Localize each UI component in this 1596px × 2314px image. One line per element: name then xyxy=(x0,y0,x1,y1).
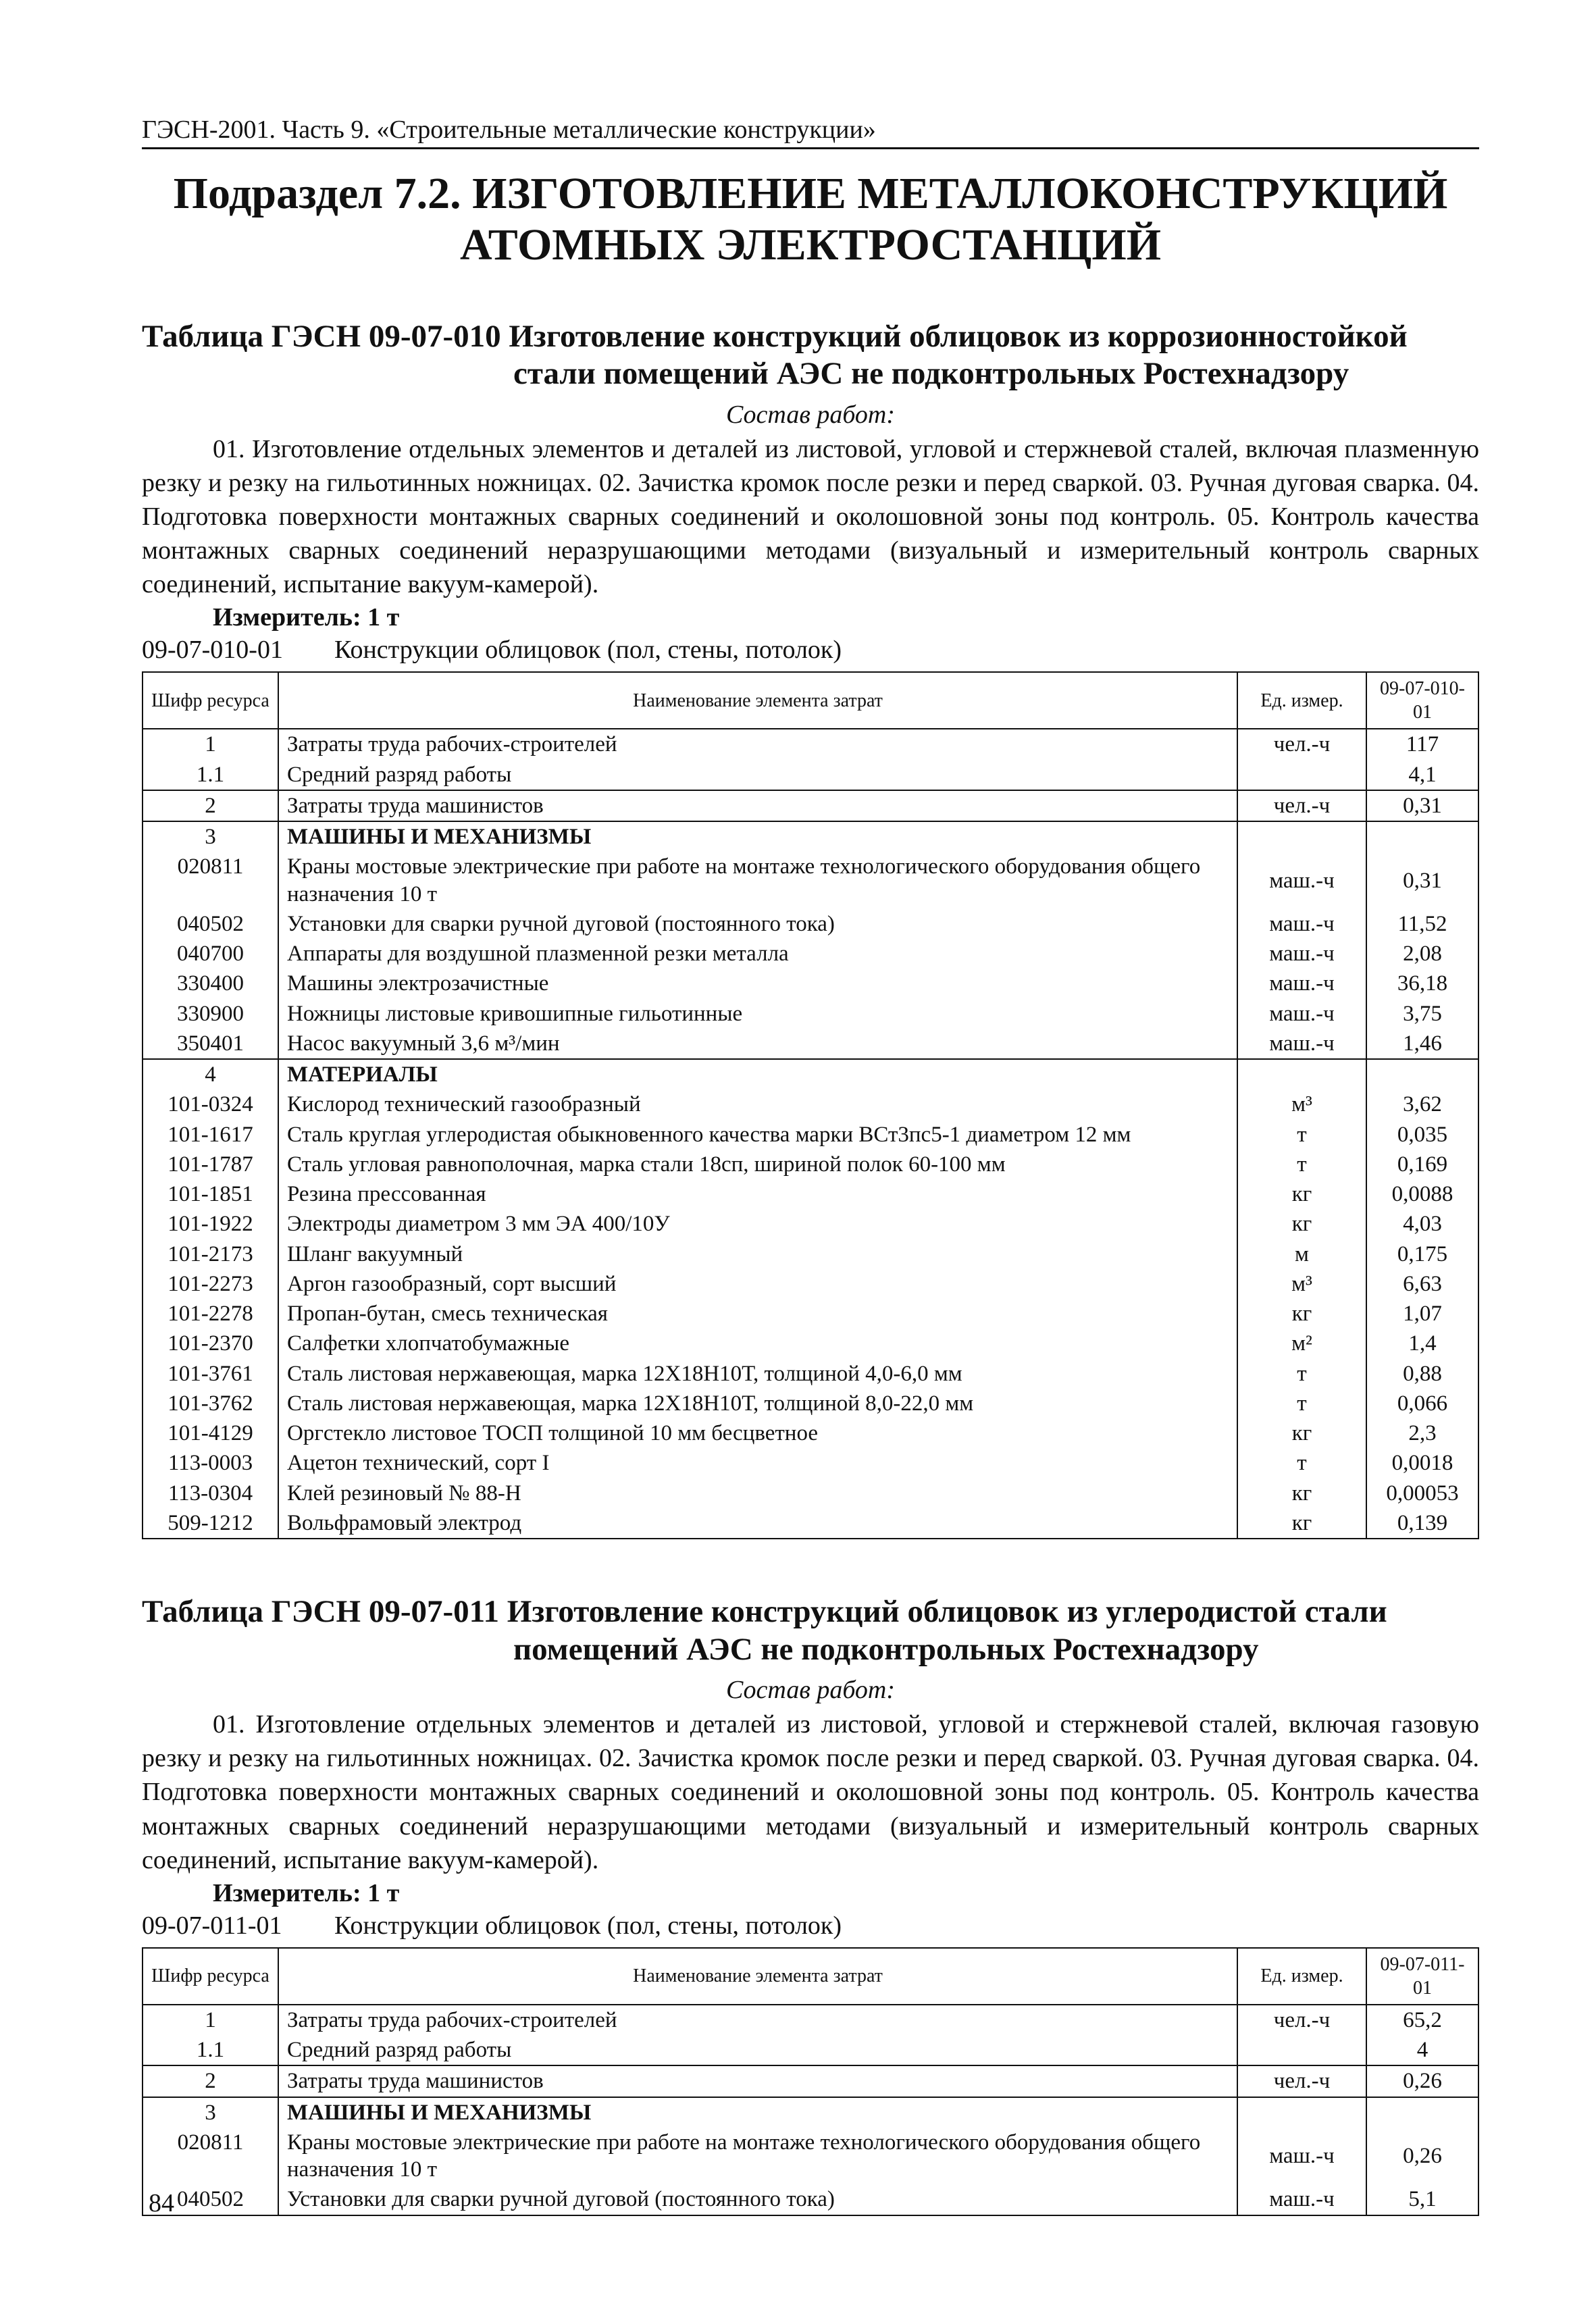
cell-unit: т xyxy=(1237,1448,1366,1478)
cell-code: 101-0324 xyxy=(143,1089,278,1119)
table-row xyxy=(143,969,1478,998)
cell-unit: м³ xyxy=(1237,1269,1366,1299)
cell-unit: маш.-ч xyxy=(1237,2128,1366,2185)
cell-unit: маш.-ч xyxy=(1237,969,1366,998)
table-row xyxy=(143,1329,1478,1358)
table-row xyxy=(143,2065,1478,2097)
table1-title xyxy=(142,318,1479,393)
cell-name: Машины электрозачистные xyxy=(278,969,1237,998)
cell-value: 1,4 xyxy=(1366,1329,1478,1358)
cell-name: Сталь круглая углеродистая обыкновенного качества марки ВСт3пс5-1 диаметром 12 мм xyxy=(278,1120,1237,1150)
cell-value: 2,08 xyxy=(1366,939,1478,969)
cell-unit xyxy=(1237,2097,1366,2128)
cell-code: 3 xyxy=(143,821,278,852)
cell-unit: кг xyxy=(1237,1418,1366,1448)
table2-header-row xyxy=(143,1948,1478,2005)
cell-code: 040700 xyxy=(143,939,278,969)
cell-name: Пропан-бутан, смесь техническая xyxy=(278,1299,1237,1329)
cell-value: 1,46 xyxy=(1366,1029,1478,1059)
col-code-header: Шифр ресурса xyxy=(143,1948,278,2005)
table1-composition-text: 01. Изготовление отдельных элементов и деталей из листовой, угловой и стержневой сталей, включая плазменную резку и резку на гильотинных ножницах. 02. Зачистка кромок после резки и перед сваркой. 03. Ручная дуговая сварка. 04. Подготовка поверхности монтажных сварных соединений и околошовной зоны под контроль. 05. Контроль качества монтажных сварных соединений неразрушающими методами (визуальный и измерительный контроль сварных соединений, испытание вакуум-камерой). xyxy=(142,434,1479,599)
cell-value: 5,1 xyxy=(1366,2184,1478,2215)
table-row xyxy=(143,852,1478,909)
cell-unit: т xyxy=(1237,1389,1366,1418)
cell-name: Шланг вакуумный xyxy=(278,1239,1237,1269)
cell-name: МАШИНЫ И МЕХАНИЗМЫ xyxy=(278,821,1237,852)
table2-measure: Измеритель: 1 т xyxy=(213,1878,400,1907)
cell-unit: т xyxy=(1237,1150,1366,1179)
cell-unit xyxy=(1237,760,1366,790)
cell-code: 101-1851 xyxy=(143,1179,278,1209)
subsection-title: Подраздел 7.2. ИЗГОТОВЛЕНИЕ МЕТАЛЛОКОНСТРУКЦИЙ АТОМНЫХ ЭЛЕКТРОСТАНЦИЙ xyxy=(173,169,1448,269)
cell-value: 0,035 xyxy=(1366,1120,1478,1150)
cell-name: Установки для сварки ручной дуговой (постоянного тока) xyxy=(278,2184,1237,2215)
table-row xyxy=(143,1089,1478,1119)
cell-name: Затраты труда рабочих-строителей xyxy=(278,2005,1237,2035)
table-row xyxy=(143,1209,1478,1239)
cell-code: 101-2370 xyxy=(143,1329,278,1358)
table1-code-desc: Конструкции облицовок (пол, стены, потолок) xyxy=(334,636,842,665)
cell-value: 0,139 xyxy=(1366,1508,1478,1539)
col-name-header: Наименование элемента затрат xyxy=(278,1948,1237,2005)
col-value-header: 09-07-010-01 xyxy=(1366,672,1478,729)
col-name-header: Наименование элемента затрат xyxy=(278,672,1237,729)
table-row xyxy=(143,821,1478,852)
cell-value: 65,2 xyxy=(1366,2005,1478,2035)
cell-name: МАШИНЫ И МЕХАНИЗМЫ xyxy=(278,2097,1237,2128)
col-unit-header: Ед. измер. xyxy=(1237,672,1366,729)
cell-unit: т xyxy=(1237,1359,1366,1389)
table2-code-desc: Конструкции облицовок (пол, стены, потолок) xyxy=(334,1911,842,1940)
cell-value: 6,63 xyxy=(1366,1269,1478,1299)
cell-unit: кг xyxy=(1237,1209,1366,1239)
cell-code: 2 xyxy=(143,2065,278,2097)
table2-code-line xyxy=(142,1911,1479,1940)
table1-title-line1: Таблица ГЭСН 09-07-010 Изготовление конструкций облицовок из коррозионностойкой xyxy=(142,318,1408,354)
cell-name: Электроды диаметром 3 мм ЭА 400/10У xyxy=(278,1209,1237,1239)
cell-code: 101-4129 xyxy=(143,1418,278,1448)
table-row xyxy=(143,1269,1478,1299)
cell-name: Установки для сварки ручной дуговой (постоянного тока) xyxy=(278,909,1237,939)
cell-code: 101-1922 xyxy=(143,1209,278,1239)
table1-composition-label: Состав работ: xyxy=(725,400,896,429)
cell-value: 0,169 xyxy=(1366,1150,1478,1179)
table-row xyxy=(143,1418,1478,1448)
table-row xyxy=(143,1299,1478,1329)
cell-unit: маш.-ч xyxy=(1237,852,1366,909)
cell-code: 101-2173 xyxy=(143,1239,278,1269)
cell-unit: кг xyxy=(1237,1179,1366,1209)
cell-unit: кг xyxy=(1237,1299,1366,1329)
table-row xyxy=(143,760,1478,790)
cell-code: 3 xyxy=(143,2097,278,2128)
cell-name: Оргстекло листовое ТОСП толщиной 10 мм бесцветное xyxy=(278,1418,1237,1448)
cell-value: 0,0088 xyxy=(1366,1179,1478,1209)
document-page xyxy=(142,115,1479,2216)
cell-name: Средний разряд работы xyxy=(278,2035,1237,2065)
cell-unit: маш.-ч xyxy=(1237,939,1366,969)
cell-name: Краны мостовые электрические при работе на монтаже технологического оборудования общего назначения 10 т xyxy=(278,852,1237,909)
table2-title-line2: помещений АЭС не подконтрольных Ростехнадзору xyxy=(513,1631,1259,1667)
cell-code: 1.1 xyxy=(143,2035,278,2065)
cell-name: Кислород технический газообразный xyxy=(278,1089,1237,1119)
cell-unit: м³ xyxy=(1237,1089,1366,1119)
cell-value: 3,62 xyxy=(1366,1089,1478,1119)
cell-name: Ножницы листовые кривошипные гильотинные xyxy=(278,999,1237,1029)
cell-code: 113-0003 xyxy=(143,1448,278,1478)
cell-name: Краны мостовые электрические при работе на монтаже технологического оборудования общего назначения 10 т xyxy=(278,2128,1237,2185)
cell-unit: чел.-ч xyxy=(1237,790,1366,821)
cell-code: 101-2278 xyxy=(143,1299,278,1329)
cell-name: Затраты труда машинистов xyxy=(278,790,1237,821)
cell-name: Сталь листовая нержавеющая, марка 12Х18Н10Т, толщиной 8,0-22,0 мм xyxy=(278,1389,1237,1418)
cell-unit: маш.-ч xyxy=(1237,909,1366,939)
table-row xyxy=(143,1120,1478,1150)
cell-unit: маш.-ч xyxy=(1237,999,1366,1029)
cell-code: 113-0304 xyxy=(143,1479,278,1508)
cell-value: 0,31 xyxy=(1366,790,1478,821)
cell-code: 040502 xyxy=(143,2184,278,2215)
cell-unit: маш.-ч xyxy=(1237,1029,1366,1059)
table2-code: 09-07-011-01 xyxy=(142,1911,282,1940)
cell-value xyxy=(1366,2097,1478,2128)
cell-value: 0,26 xyxy=(1366,2128,1478,2185)
table2-body xyxy=(143,2005,1478,2215)
cell-value: 4,1 xyxy=(1366,760,1478,790)
cell-code: 2 xyxy=(143,790,278,821)
table-row xyxy=(143,1359,1478,1389)
cell-name: МАТЕРИАЛЫ xyxy=(278,1059,1237,1089)
cell-unit xyxy=(1237,1059,1366,1089)
cell-name: Аппараты для воздушной плазменной резки металла xyxy=(278,939,1237,969)
table1-header-row xyxy=(143,672,1478,729)
cell-code: 040502 xyxy=(143,909,278,939)
cell-name: Вольфрамовый электрод xyxy=(278,1508,1237,1539)
cell-code: 350401 xyxy=(143,1029,278,1059)
cell-value: 1,07 xyxy=(1366,1299,1478,1329)
cell-unit xyxy=(1237,2035,1366,2065)
table1-resources xyxy=(142,671,1479,1539)
cell-value: 0,26 xyxy=(1366,2065,1478,2097)
table-row xyxy=(143,1448,1478,1478)
table-row xyxy=(143,729,1478,759)
cell-name: Затраты труда рабочих-строителей xyxy=(278,729,1237,759)
cell-value: 0,175 xyxy=(1366,1239,1478,1269)
cell-code: 1 xyxy=(143,2005,278,2035)
cell-value: 0,0018 xyxy=(1366,1448,1478,1478)
cell-code: 1.1 xyxy=(143,760,278,790)
table-row xyxy=(143,1029,1478,1059)
cell-name: Клей резиновый № 88-Н xyxy=(278,1479,1237,1508)
cell-code: 101-1787 xyxy=(143,1150,278,1179)
running-header: ГЭСН-2001. Часть 9. «Строительные металлические конструкции» xyxy=(142,115,1479,149)
cell-value: 0,066 xyxy=(1366,1389,1478,1418)
cell-code: 4 xyxy=(143,1059,278,1089)
table-row xyxy=(143,1508,1478,1539)
table-row xyxy=(143,790,1478,821)
cell-name: Аргон газообразный, сорт высший xyxy=(278,1269,1237,1299)
table1-code: 09-07-010-01 xyxy=(142,636,283,665)
table-row xyxy=(143,2097,1478,2128)
cell-code: 101-3761 xyxy=(143,1359,278,1389)
table2-composition-text: 01. Изготовление отдельных элементов и деталей из листовой, угловой и стержневой сталей, включая газовую резку и резку на гильотинных ножницах. 02. Зачистка кромок после резки и перед сваркой. 03. Ручная дуговая сварка. 04. Подготовка поверхности монтажных сварных соединений и околошовной зоны под контроль. 05. Контроль качества монтажных сварных соединений неразрушающими методами (визуальный и измерительный контроль сварных соединений, испытание вакуум-камерой). xyxy=(142,1710,1479,1874)
cell-code: 1 xyxy=(143,729,278,759)
cell-value: 4,03 xyxy=(1366,1209,1478,1239)
table1-body xyxy=(143,729,1478,1539)
table-row xyxy=(143,1389,1478,1418)
cell-name: Насос вакуумный 3,6 м³/мин xyxy=(278,1029,1237,1059)
cell-code: 330900 xyxy=(143,999,278,1029)
col-unit-header: Ед. измер. xyxy=(1237,1948,1366,2005)
col-value-header: 09-07-011-01 xyxy=(1366,1948,1478,2005)
cell-unit: чел.-ч xyxy=(1237,2005,1366,2035)
table1-measure: Измеритель: 1 т xyxy=(213,603,400,632)
cell-code: 020811 xyxy=(143,2128,278,2185)
table2-title-line1: Таблица ГЭСН 09-07-011 Изготовление конструкций облицовок из углеродистой стали xyxy=(142,1594,1387,1630)
cell-name: Средний разряд работы xyxy=(278,760,1237,790)
table-row xyxy=(143,1059,1478,1089)
cell-value xyxy=(1366,1059,1478,1089)
table-row xyxy=(143,1179,1478,1209)
cell-value xyxy=(1366,821,1478,852)
table-row xyxy=(143,999,1478,1029)
cell-code: 101-3762 xyxy=(143,1389,278,1418)
table-row xyxy=(143,2005,1478,2035)
cell-name: Салфетки хлопчатобумажные xyxy=(278,1329,1237,1358)
cell-unit xyxy=(1237,821,1366,852)
col-code-header: Шифр ресурса xyxy=(143,672,278,729)
cell-code: 101-1617 xyxy=(143,1120,278,1150)
cell-value: 3,75 xyxy=(1366,999,1478,1029)
cell-value: 2,3 xyxy=(1366,1418,1478,1448)
cell-code: 101-2273 xyxy=(143,1269,278,1299)
table-row xyxy=(143,1239,1478,1269)
cell-unit: маш.-ч xyxy=(1237,2184,1366,2215)
table-row xyxy=(143,939,1478,969)
cell-value: 4 xyxy=(1366,2035,1478,2065)
cell-value: 117 xyxy=(1366,729,1478,759)
table1-code-line xyxy=(142,635,1479,665)
cell-value: 36,18 xyxy=(1366,969,1478,998)
cell-code: 020811 xyxy=(143,852,278,909)
cell-value: 11,52 xyxy=(1366,909,1478,939)
cell-name: Сталь угловая равнополочная, марка стали 18сп, шириной полок 60-100 мм xyxy=(278,1150,1237,1179)
cell-name: Сталь листовая нержавеющая, марка 12Х18Н10Т, толщиной 4,0-6,0 мм xyxy=(278,1359,1237,1389)
cell-name: Затраты труда машинистов xyxy=(278,2065,1237,2097)
table2-resources xyxy=(142,1947,1479,2216)
cell-unit: чел.-ч xyxy=(1237,729,1366,759)
cell-code: 509-1212 xyxy=(143,1508,278,1539)
table1-title-line2: стали помещений АЭС не подконтрольных Ростехнадзору xyxy=(513,356,1349,392)
page-number: 84 xyxy=(149,2189,174,2217)
table2-composition-label: Состав работ: xyxy=(725,1676,896,1705)
cell-value: 0,88 xyxy=(1366,1359,1478,1389)
table-row xyxy=(143,1150,1478,1179)
table-row xyxy=(143,2128,1478,2185)
table-row xyxy=(143,2035,1478,2065)
cell-value: 0,00053 xyxy=(1366,1479,1478,1508)
table-row xyxy=(143,1479,1478,1508)
table2-title xyxy=(142,1593,1479,1668)
cell-value: 0,31 xyxy=(1366,852,1478,909)
cell-unit: чел.-ч xyxy=(1237,2065,1366,2097)
cell-name: Ацетон технический, сорт I xyxy=(278,1448,1237,1478)
table-row xyxy=(143,2184,1478,2215)
cell-code: 330400 xyxy=(143,969,278,998)
cell-unit: кг xyxy=(1237,1479,1366,1508)
cell-unit: т xyxy=(1237,1120,1366,1150)
table-row xyxy=(143,909,1478,939)
cell-unit: м² xyxy=(1237,1329,1366,1358)
cell-name: Резина прессованная xyxy=(278,1179,1237,1209)
cell-unit: м xyxy=(1237,1239,1366,1269)
cell-unit: кг xyxy=(1237,1508,1366,1539)
